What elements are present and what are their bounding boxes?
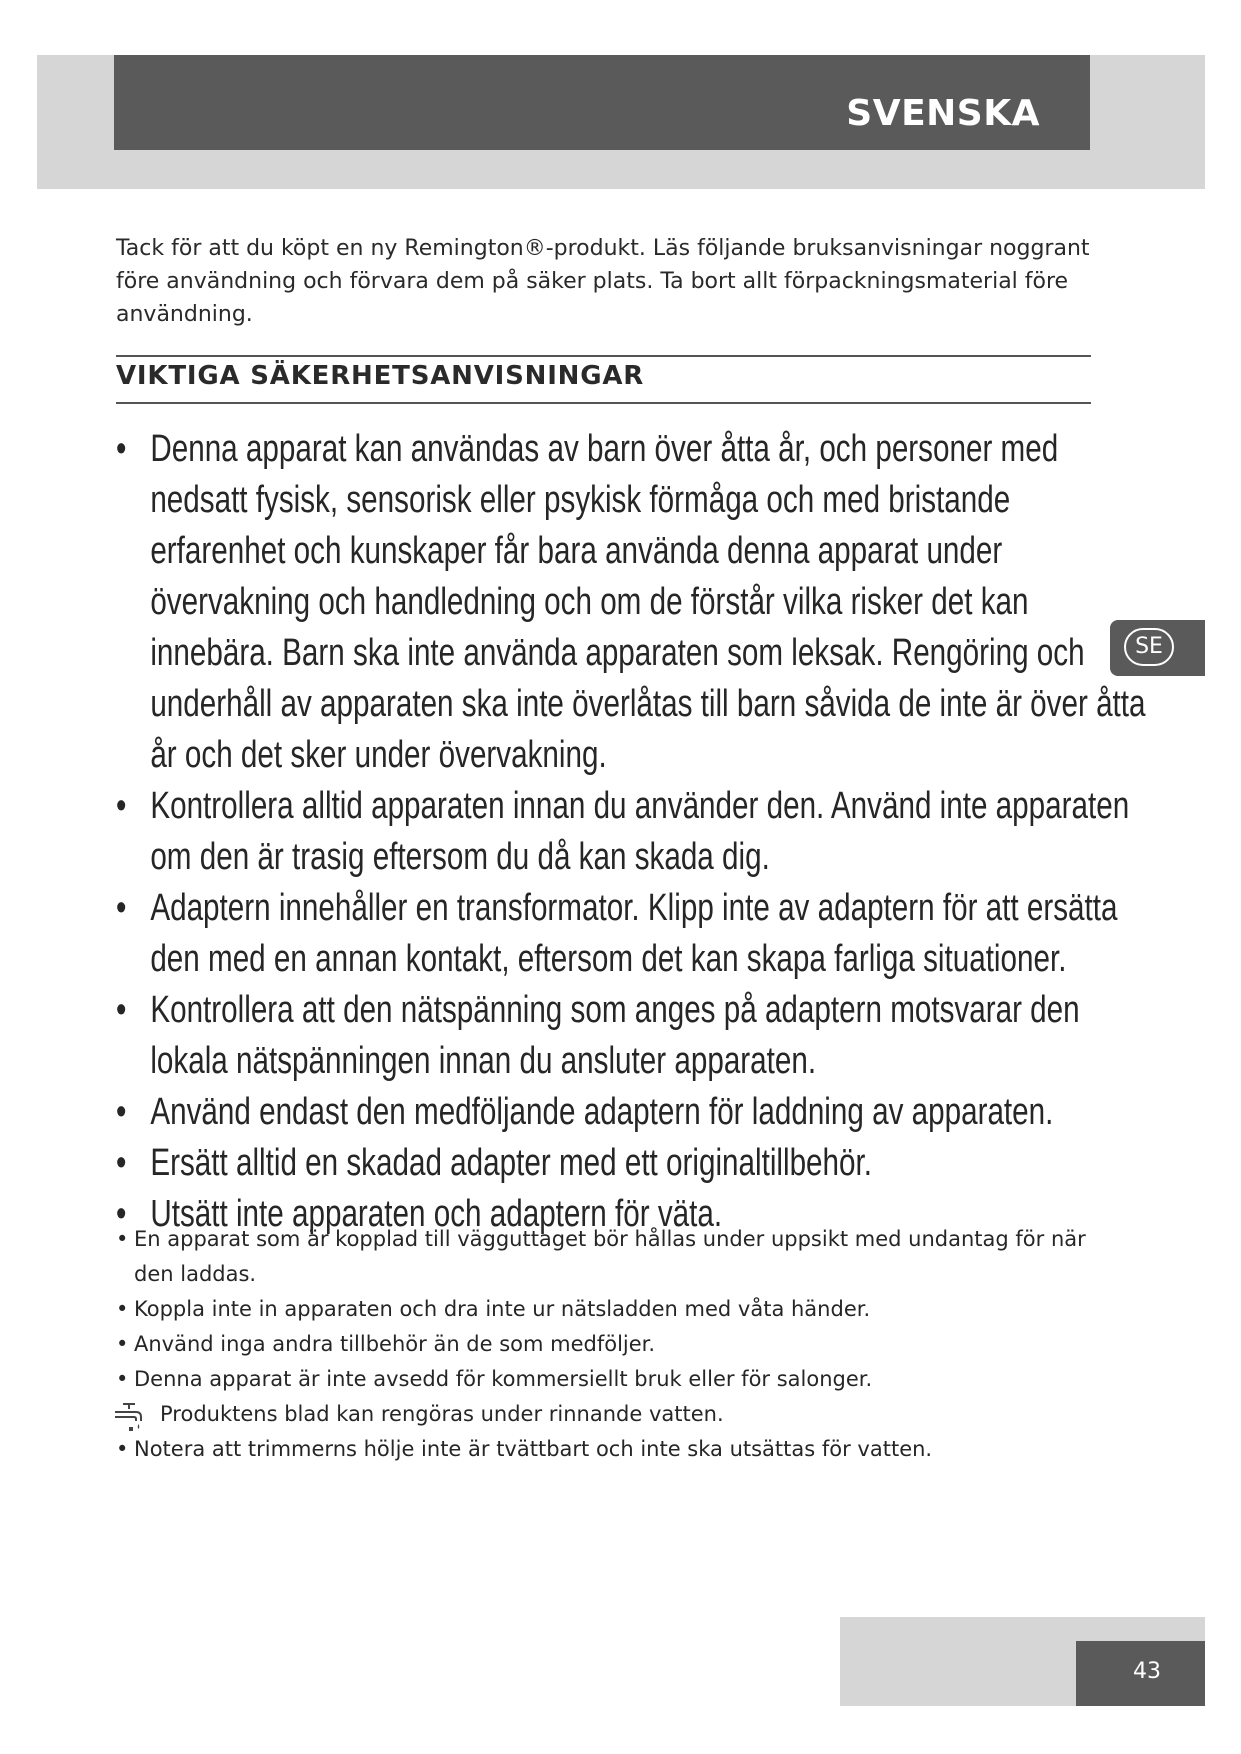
note-item: • Denna apparat är inte avsedd för kommersiellt bruk eller för salonger.: [116, 1367, 873, 1391]
warning-item: • Kontrollera att den nätspänning som anges på adaptern motsvarar den lokala nätspänningen innan du ansluter apparaten.: [116, 985, 1149, 1087]
heading-rule-top: [116, 355, 1091, 357]
warning-item: • Ersätt alltid en skadad adapter med ett originaltillbehör.: [116, 1138, 1149, 1189]
notes-list: [116, 1222, 1116, 1467]
header-bar: [114, 55, 1090, 150]
note-item: • Koppla inte in apparaten och dra inte ur nätsladden med våta händer.: [116, 1297, 871, 1321]
warning-item: • Kontrollera alltid apparaten innan du använder den. Använd inte apparaten om den är trasig eftersom du då kan skada dig.: [116, 781, 1149, 883]
section-heading: VIKTIGA SÄKERHETSANVISNINGAR: [116, 361, 645, 391]
warning-item: • Utsätt inte apparaten och adaptern för väta.: [116, 1189, 1149, 1240]
note-item-washable: Produktens blad kan rengöras under rinnande vatten.: [116, 1397, 1116, 1432]
language-title: SVENSKA: [846, 93, 1040, 134]
intro-paragraph: Tack för att du köpt en ny Remington®-produkt. Läs följande bruksanvisningar noggrant före användning och förvara dem på säker plats. Ta bort allt förpackningsmaterial före användning.: [116, 236, 1090, 327]
language-code-badge: SE: [1124, 628, 1174, 666]
language-side-tab: [1110, 620, 1205, 676]
page-number: 43: [1133, 1659, 1161, 1684]
footer-page-box: [1076, 1641, 1205, 1706]
warning-item: • Adaptern innehåller en transformator. Klipp inte av adaptern för att ersätta den med en annan kontakt, eftersom det kan skapa farliga situationer.: [116, 883, 1149, 985]
heading-rule-bottom: [116, 402, 1091, 404]
note-item: • En apparat som är kopplad till vägguttaget bör hållas under uppsikt med undantag för när den laddas.: [116, 1227, 1086, 1286]
water-tap-icon: [114, 1400, 148, 1432]
warnings-list: [116, 424, 1146, 1240]
warning-item: • Denna apparat kan användas av barn över åtta år, och personer med nedsatt fysisk, sensorisk eller psykisk förmåga och med bristande erfarenhet och kunskaper får bara använda denna apparat under övervakning och handledning och om de förstår vilka risker det kan innebära. Barn ska inte använda apparaten som leksak. Rengöring och underhåll av apparaten ska inte överlåtas till barn såvida de inte är över åtta år och det sker under övervakning.: [116, 424, 1149, 781]
note-item: • Använd inga andra tillbehör än de som medföljer.: [116, 1332, 656, 1356]
note-item: • Notera att trimmerns hölje inte är tvättbart och inte ska utsättas för vatten.: [116, 1437, 933, 1461]
warning-item: • Använd endast den medföljande adaptern för laddning av apparaten.: [116, 1087, 1149, 1138]
